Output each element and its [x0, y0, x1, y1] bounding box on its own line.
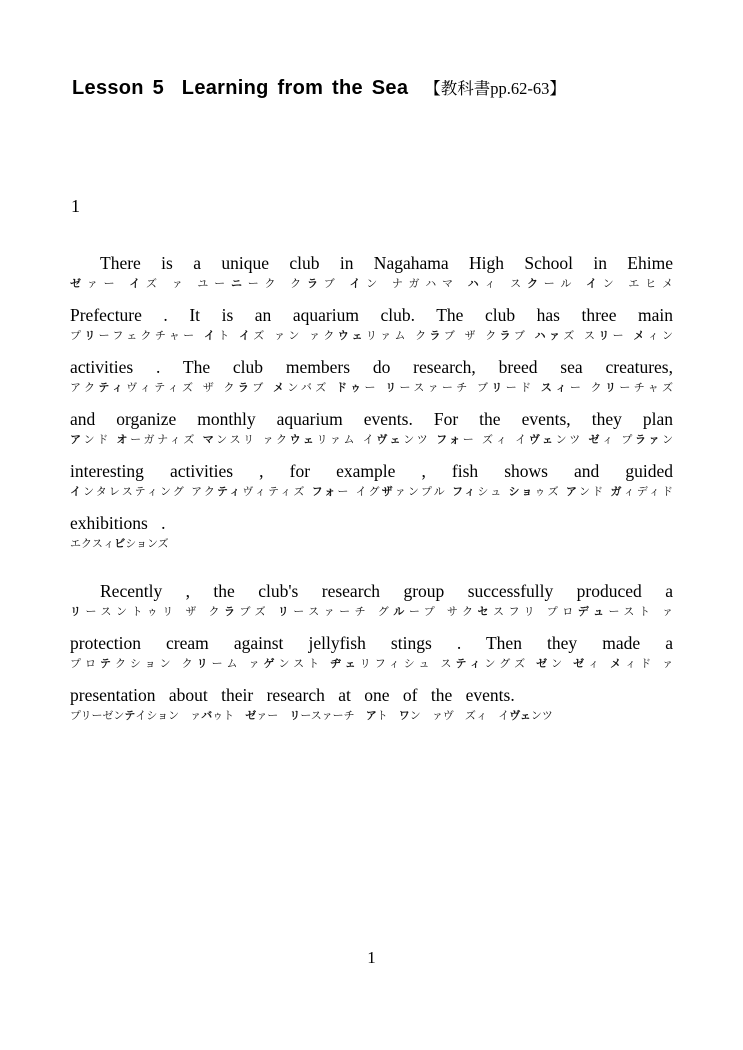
- section-number: 1: [71, 196, 80, 216]
- reading-passage: [70, 250, 673, 734]
- english-line: interesting activities , for example , fish shows and guided: [70, 461, 673, 481]
- furigana-line: アンド オーガナィズ マンスリ ァクウェリァム イヴェンツ フォー ズィ イヴェンツ ゼィ プラァン: [70, 434, 674, 446]
- lesson-header: [72, 75, 566, 100]
- furigana-line: リースントゥリ ザ クラブズ リースァーチ グループ サクセスフリ プロデュースト ァ: [70, 606, 674, 618]
- english-line: Recently , the club's research group successfully produced a: [100, 581, 673, 601]
- furigana-line: プリーフェクチャー イト イズ ァン ァクウェリァム クラブ ザ クラブ ハァズ スリー メィン: [70, 330, 674, 342]
- furigana-line: プリーゼンテイション ァバゥト ゼァー リースァーチ アト ワン ァヴ ズィ イヴェンツ: [70, 710, 553, 722]
- furigana-line: アクティヴィティズ ザ クラブ メンバズ ドゥー リースァーチ ブリード スィー クリーチャズ: [70, 382, 674, 394]
- english-line: exhibitions .: [70, 513, 166, 533]
- english-line: activities . The club members do research, breed sea creatures,: [70, 357, 673, 377]
- english-line: protection cream against jellyfish stings . Then they made a: [70, 633, 673, 653]
- furigana-line: インタレスティング アクティヴィティズ フォー イグザァンプル フィシュ ショゥズ アンド ガィディド: [70, 486, 674, 498]
- furigana-line: エクスィビションズ: [70, 538, 169, 550]
- english-line: and organize monthly aquarium events. For the events, they plan: [70, 409, 673, 429]
- english-line: Prefecture . It is an aquarium club. The club has three main: [70, 305, 673, 325]
- lesson-title: Lesson 5 Learning from the Sea: [72, 77, 409, 99]
- furigana-line: プロテクション クリーム ァゲンスト ヂェリフィシュ スティングズ ゼン ゼィ メィド ァ: [70, 658, 674, 670]
- paragraph-1: [70, 250, 673, 552]
- english-line: There is a unique club in Nagahama High School in Ehime: [100, 253, 673, 273]
- paragraph-2: [70, 578, 673, 724]
- textbook-page-ref: 【教科書pp.62-63】: [424, 79, 566, 98]
- page-number: 1: [367, 948, 376, 967]
- english-line: presentation about their research at one of the events.: [70, 685, 515, 705]
- furigana-line: ゼァー イズ ァ ユーニーク クラブ イン ナガハマ ハィ スクール イン エヒメ: [70, 278, 674, 290]
